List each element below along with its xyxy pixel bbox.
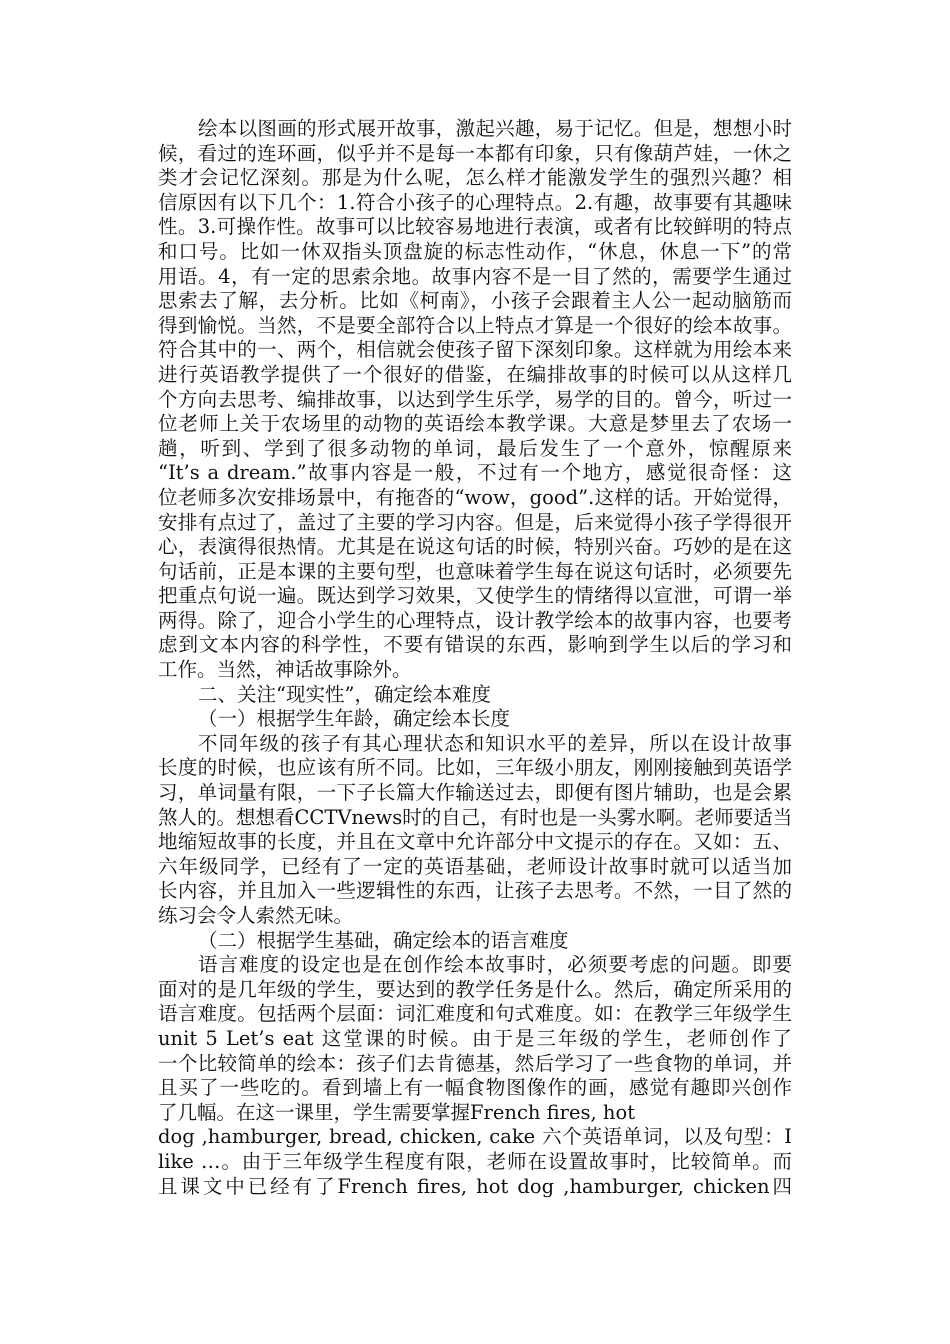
text-line: 性。3.可操作性。故事可以比较容易地进行表演，或者有比较鲜明的特点 xyxy=(158,215,792,239)
document-body xyxy=(158,117,792,1199)
text-line: 练习会令人索然无味。 xyxy=(158,904,354,927)
text-line: 二、关注“现实性”，确定绘本难度 xyxy=(198,682,491,706)
text-line: 一个比较简单的绘本：孩子们去肯德基，然后学习了一些食物的单词，并 xyxy=(158,1051,792,1075)
text-line: 长度的时候，也应该有所不同。比如，三年级小朋友，刚刚接触到英语学 xyxy=(158,756,792,780)
text-line: （二）根据学生基础，确定绘本的语言难度 xyxy=(198,928,569,952)
text-line: 安排有点过了，盖过了主要的学习内容。但是，后来觉得小孩子学得很开 xyxy=(158,510,792,534)
text-line: 两得。除了，迎合小学生的心理特点，设计教学绘本的故事内容，也要考 xyxy=(158,608,792,632)
text-line: 候，看过的连环画，似乎并不是每一本都有印象，只有像葫芦娃，一休之 xyxy=(158,141,792,165)
text-line: 把重点句说一遍。既达到学习效果，又使学生的情绪得以宣泄，可谓一举 xyxy=(158,584,792,608)
text-line: 绘本以图画的形式展开故事，激起兴趣，易于记忆。但是，想想小时 xyxy=(198,117,792,140)
text-line: 面对的是几年级的学生，要达到的教学任务是什么。然后，确定所采用的 xyxy=(158,977,792,1001)
text-line: 位老师上关于农场里的动物的英语绘本教学课。大意是梦里去了农场一 xyxy=(158,412,792,436)
text-line: dog ,hamburger, bread, chicken, cake 六个英语单词，以及句型：I xyxy=(158,1125,792,1149)
text-line: 语言难度。包括两个层面：词汇难度和句式难度。如：在教学三年级学生 xyxy=(158,1002,792,1026)
text-line: 且课文中已经有了French fires, hot dog ,hamburger, chicken四 xyxy=(158,1174,792,1198)
text-line: 长内容，并且加入一些逻辑性的东西，让孩子去思考。不然，一目了然的 xyxy=(158,879,792,903)
text-line: 心，表演得很热情。尤其是在说这句话的时候，特别兴奋。巧妙的是在这 xyxy=(158,535,792,559)
text-line: 语言难度的设定也是在创作绘本故事时，必须要考虑的问题。即要 xyxy=(198,953,792,977)
text-line: like …。由于三年级学生程度有限，老师在设置故事时，比较简单。而 xyxy=(158,1149,792,1173)
text-line: 句话前，正是本课的主要句型，也意味着学生每在说这句话时，必须要先 xyxy=(158,559,792,583)
text-line: 工作。当然，神话故事除外。 xyxy=(158,658,412,682)
text-line: 类才会记忆深刻。那是为什么呢，怎么样才能激发学生的强烈兴趣？相 xyxy=(158,166,792,190)
text-line: 了几幅。在这一课里，学生需要掌握French fires, hot xyxy=(158,1100,636,1124)
text-line: “It’s a dream.”故事内容是一般，不过有一个地方，感觉很奇怪：这 xyxy=(158,461,792,485)
text-line: 和口号。比如一休双指头顶盘旋的标志性动作，“休息，休息一下”的常 xyxy=(158,239,792,263)
text-line: 得到愉悦。当然，不是要全部符合以上特点才算是一个很好的绘本故事。 xyxy=(158,313,792,337)
text-line: 符合其中的一、两个，相信就会使孩子留下深刻印象。这样就为用绘本来 xyxy=(158,338,792,362)
text-line: 虑到文本内容的科学性，不要有错误的东西，影响到学生以后的学习和 xyxy=(158,633,792,657)
text-line: 煞人的。想想看CCTVnews时的自己，有时也是一头雾水啊。老师要适当 xyxy=(158,805,793,829)
text-line: 用语。4，有一定的思索余地。故事内容不是一目了然的，需要学生通过 xyxy=(158,264,792,288)
text-line: 六年级同学，已经有了一定的英语基础，老师设计故事时就可以适当加 xyxy=(158,854,792,878)
text-line: （一）根据学生年龄，确定绘本长度 xyxy=(198,707,511,731)
text-line: 信原因有以下几个：1.符合小孩子的心理特点。2.有趣，故事要有其趣味 xyxy=(158,190,792,214)
text-line: unit 5 Let’s eat 这堂课的时候。由于是三年级的学生，老师创作了 xyxy=(158,1026,792,1050)
text-line: 位老师多次安排场景中，有拖沓的“wow，good”.这样的话。开始觉得， xyxy=(158,485,792,509)
text-line: 思索去了解，去分析。比如《柯南》，小孩子会跟着主人公一起动脑筋而 xyxy=(158,289,792,313)
text-line: 进行英语教学提供了一个很好的借鉴，在编排故事的时候可以从这样几 xyxy=(158,362,792,386)
text-line: 且买了一些吃的。看到墙上有一幅食物图像作的画，感觉有趣即兴创作 xyxy=(158,1076,792,1100)
text-line: 不同年级的孩子有其心理状态和知识水平的差异，所以在设计故事 xyxy=(198,731,792,755)
text-line: 习，单词量有限，一下子长篇大作输送过去，即便有图片辅助，也是会累 xyxy=(158,781,792,805)
text-line: 趟，听到、学到了很多动物的单词，最后发生了一个意外，惊醒原来 xyxy=(158,436,792,460)
text-line: 地缩短故事的长度，并且在文章中允许部分中文提示的存在。又如：五、 xyxy=(158,830,792,854)
text-line: 个方向去思考、编排故事，以达到学生乐学，易学的目的。曾今，听过一 xyxy=(158,387,792,411)
